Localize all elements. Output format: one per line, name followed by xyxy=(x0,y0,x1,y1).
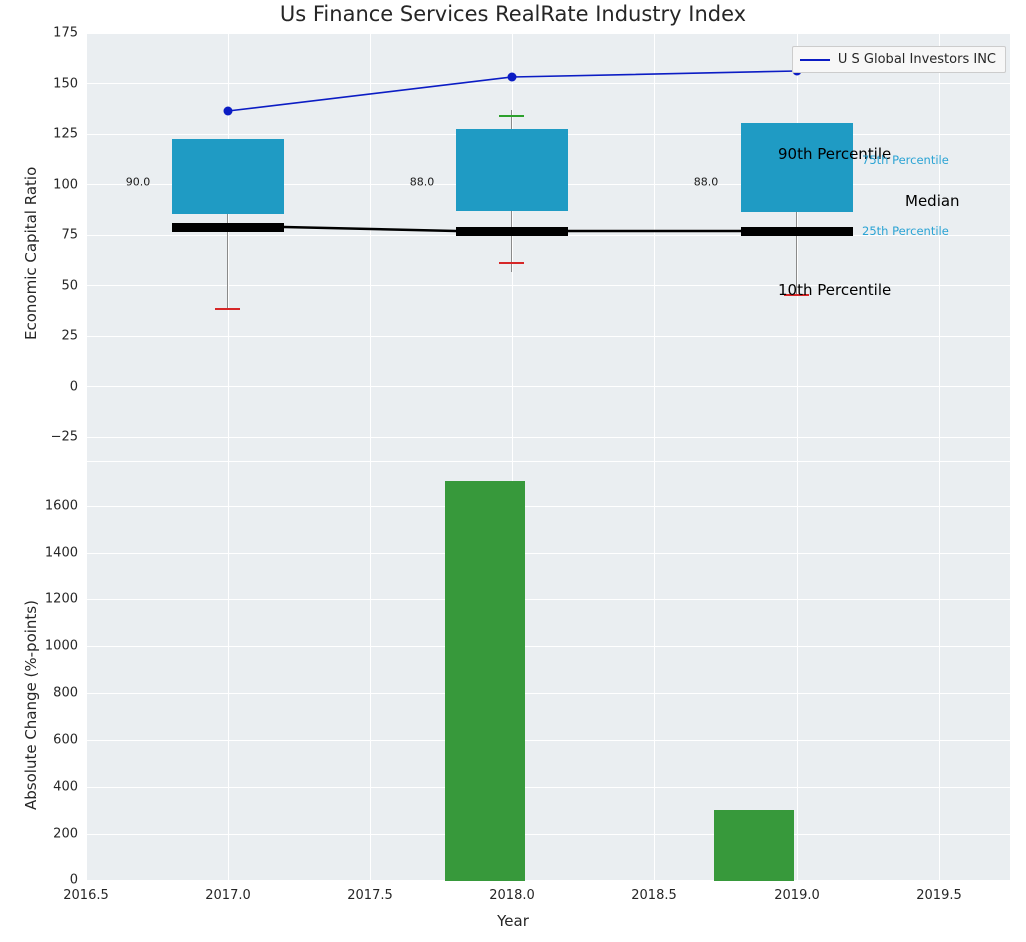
change-bar-2018 xyxy=(445,481,525,881)
x-axis-title: Year xyxy=(497,912,529,930)
company-series-line xyxy=(86,33,1010,461)
ytick-top-175: 175 xyxy=(53,25,78,41)
ytick-bottom-400: 400 xyxy=(53,779,78,795)
ytick-bottom-800: 800 xyxy=(53,685,78,701)
ytick-bottom-600: 600 xyxy=(53,732,78,748)
ytick-bottom-1600: 1600 xyxy=(44,498,78,514)
xtick-2018-5: 2018.5 xyxy=(631,888,677,903)
ytick-top-0: 0 xyxy=(69,379,78,395)
ytick-top-125: 125 xyxy=(53,126,78,142)
xtick-2017-0: 2017.0 xyxy=(205,888,251,903)
xtick-2016-5: 2016.5 xyxy=(63,888,109,903)
bottom-panel-plot-area xyxy=(86,462,1010,881)
ytick-top-150: 150 xyxy=(53,76,78,92)
chart-title: Us Finance Services RealRate Industry Index xyxy=(279,2,747,26)
ytick-top-25: 25 xyxy=(61,328,78,344)
change-bar-2019 xyxy=(714,810,794,881)
xtick-2019-5: 2019.5 xyxy=(916,888,962,903)
top-panel-y-axis-title: Economic Capital Ratio xyxy=(22,166,40,340)
ytick-bottom-1400: 1400 xyxy=(44,545,78,561)
annotation-75th-percentile: 75th Percentile xyxy=(862,153,949,167)
xtick-2019-0: 2019.0 xyxy=(774,888,820,903)
annotation-10th-percentile: 10th Percentile xyxy=(778,281,892,299)
annotation-25th-percentile: 25th Percentile xyxy=(862,224,949,238)
annotation-median: Median xyxy=(905,192,960,210)
legend-line-swatch xyxy=(800,59,830,61)
ytick-top-neg25: −25 xyxy=(50,429,78,445)
median-value-2017: 90.0 xyxy=(125,175,151,189)
top-panel-plot-area xyxy=(86,33,1010,461)
median-value-2018: 88.0 xyxy=(409,175,435,189)
ytick-top-75: 75 xyxy=(61,227,78,243)
bottom-panel-y-axis-title: Absolute Change (%-points) xyxy=(22,600,40,810)
annotation-90th-percentile: 90th Percentile xyxy=(778,145,892,163)
xtick-2018-0: 2018.0 xyxy=(489,888,535,903)
ytick-top-50: 50 xyxy=(61,278,78,294)
median-value-2019: 88.0 xyxy=(693,175,719,189)
ytick-bottom-200: 200 xyxy=(53,826,78,842)
ytick-bottom-1000: 1000 xyxy=(44,638,78,654)
ytick-bottom-1200: 1200 xyxy=(44,591,78,607)
legend[interactable] xyxy=(792,46,1006,73)
series-point-2018 xyxy=(508,73,517,82)
ytick-top-100: 100 xyxy=(53,177,78,193)
xtick-2017-5: 2017.5 xyxy=(347,888,393,903)
legend-label-company: U S Global Investors INC xyxy=(837,52,996,67)
series-point-2017 xyxy=(224,107,233,116)
ytick-bottom-0: 0 xyxy=(69,872,78,888)
